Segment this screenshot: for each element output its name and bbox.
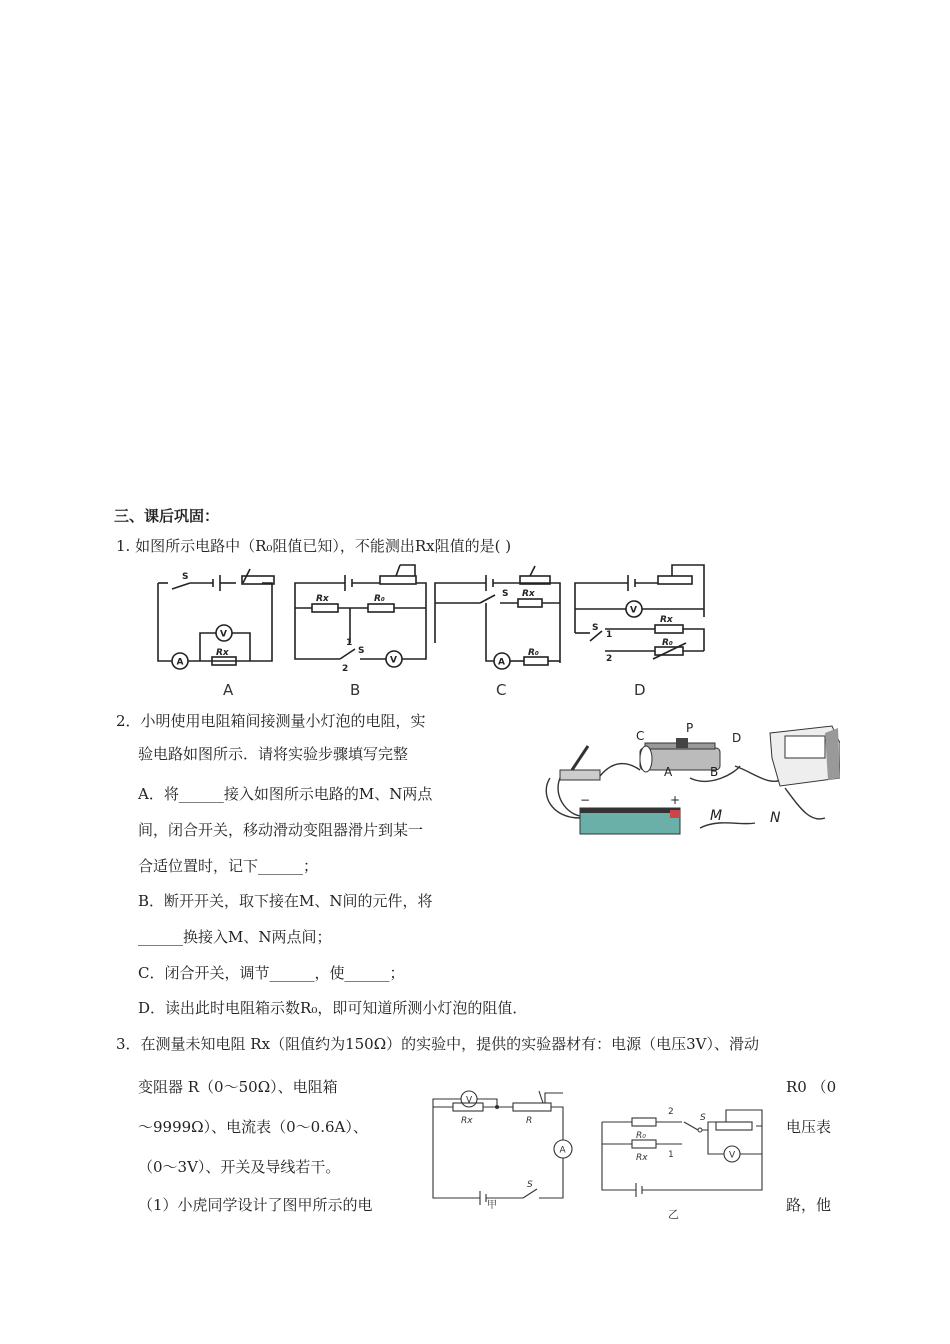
svg-text:A: A bbox=[176, 657, 184, 668]
figure-yi-circuit bbox=[596, 1100, 776, 1225]
svg-text:1: 1 bbox=[668, 1150, 674, 1160]
q1-label-b: B bbox=[350, 681, 361, 699]
svg-text:M: M bbox=[710, 808, 723, 824]
circuit-d bbox=[575, 565, 704, 659]
q1-label-c: C bbox=[496, 681, 507, 699]
svg-text:1: 1 bbox=[606, 630, 613, 640]
svg-text:S: S bbox=[527, 1180, 533, 1190]
svg-text:R₀: R₀ bbox=[374, 594, 385, 604]
step-a-line-1: A．将______接入如图所示电路的M、N两点 bbox=[138, 785, 433, 803]
step-a-line-2: 间，闭合开关，移动滑动变阻器滑片到某一 bbox=[138, 821, 424, 839]
figure-jia-circuit bbox=[425, 1085, 575, 1210]
svg-text:Rx: Rx bbox=[660, 615, 673, 625]
section-title: 三、课后巩固： bbox=[114, 507, 220, 525]
svg-text:R₀: R₀ bbox=[636, 1131, 646, 1141]
q1-label-a: A bbox=[223, 681, 234, 699]
svg-text:C: C bbox=[636, 729, 645, 743]
svg-text:V: V bbox=[466, 1095, 473, 1106]
svg-text:V: V bbox=[729, 1150, 736, 1161]
svg-text:S: S bbox=[358, 646, 365, 656]
question-3-line-5-left: （1）小虎同学设计了图甲所示的电 bbox=[138, 1196, 373, 1214]
svg-text:V: V bbox=[390, 655, 397, 666]
question-3-line-4: （0～3V）、开关及导线若干。 bbox=[138, 1158, 341, 1176]
question-3-line-2-left: 变阻器 R（0～50Ω）、电阻箱 bbox=[138, 1078, 338, 1096]
step-b-line-2: ______换接入M、N两点间； bbox=[138, 928, 332, 946]
svg-text:V: V bbox=[220, 629, 227, 640]
svg-text:+: + bbox=[670, 793, 681, 807]
svg-text:S: S bbox=[700, 1113, 706, 1123]
svg-text:Rx: Rx bbox=[636, 1153, 648, 1163]
svg-text:2: 2 bbox=[606, 654, 613, 664]
step-a-line-3: 合适位置时，记下______； bbox=[138, 857, 319, 875]
question-3-line-5-right: 路，他 bbox=[786, 1196, 832, 1214]
question-3-line-2-right: R0 （0 bbox=[786, 1078, 837, 1096]
q1-circuit-figures bbox=[150, 563, 720, 673]
question-3-line-3-left: ～9999Ω）、电流表（0～0.6A）、 bbox=[138, 1118, 368, 1136]
figure-jia-label: 甲 bbox=[487, 1200, 497, 1210]
svg-text:D: D bbox=[732, 731, 742, 745]
svg-text:R₀: R₀ bbox=[528, 648, 539, 658]
svg-text:Rx: Rx bbox=[216, 648, 229, 658]
svg-text:N: N bbox=[770, 810, 781, 826]
svg-text:2: 2 bbox=[342, 664, 349, 673]
svg-text:Rx: Rx bbox=[316, 594, 329, 604]
figure-yi-label: 乙 bbox=[668, 1208, 679, 1221]
step-b-line-1: B．断开开关，取下接在M、N间的元件，将 bbox=[138, 892, 433, 910]
svg-text:R₀: R₀ bbox=[662, 638, 673, 648]
svg-text:A: A bbox=[664, 765, 673, 779]
q1-label-d: D bbox=[634, 681, 646, 699]
circuit-c bbox=[435, 566, 560, 669]
step-c: C．闭合开关，调节______，使______； bbox=[138, 964, 405, 982]
svg-text:2: 2 bbox=[668, 1107, 674, 1117]
step-d: D．读出此时电阻箱示数R₀，即可知道所测小灯泡的阻值． bbox=[138, 999, 528, 1017]
svg-text:P: P bbox=[686, 721, 694, 735]
question-3-line-1: 3．在测量未知电阻 Rx（阻值约为150Ω）的实验中，提供的实验器材有：电源（电压3V）、滑动 bbox=[116, 1035, 760, 1053]
question-3-line-3-right: 电压表 bbox=[786, 1118, 832, 1136]
svg-text:−: − bbox=[580, 793, 591, 807]
svg-text:S: S bbox=[182, 572, 189, 582]
svg-text:R: R bbox=[526, 1116, 533, 1126]
q2-apparatus-photo bbox=[540, 718, 840, 844]
svg-text:Rx: Rx bbox=[461, 1116, 473, 1126]
question-2-line-1: 2．小明使用电阻箱间接测量小灯泡的电阻，实 bbox=[116, 712, 426, 730]
svg-text:V: V bbox=[630, 605, 637, 616]
svg-text:A: A bbox=[498, 657, 505, 668]
svg-text:B: B bbox=[710, 765, 719, 779]
svg-text:S: S bbox=[592, 623, 599, 633]
svg-text:1: 1 bbox=[346, 638, 353, 648]
svg-text:A: A bbox=[559, 1145, 566, 1156]
svg-text:S: S bbox=[502, 589, 509, 599]
svg-text:Rx: Rx bbox=[522, 589, 535, 599]
question-1-text: 1. 如图所示电路中（R₀阻值已知），不能测出Rx阻值的是( ) bbox=[116, 537, 512, 555]
question-2-line-2: 验电路如图所示．请将实验步骤填写完整 bbox=[138, 745, 409, 763]
